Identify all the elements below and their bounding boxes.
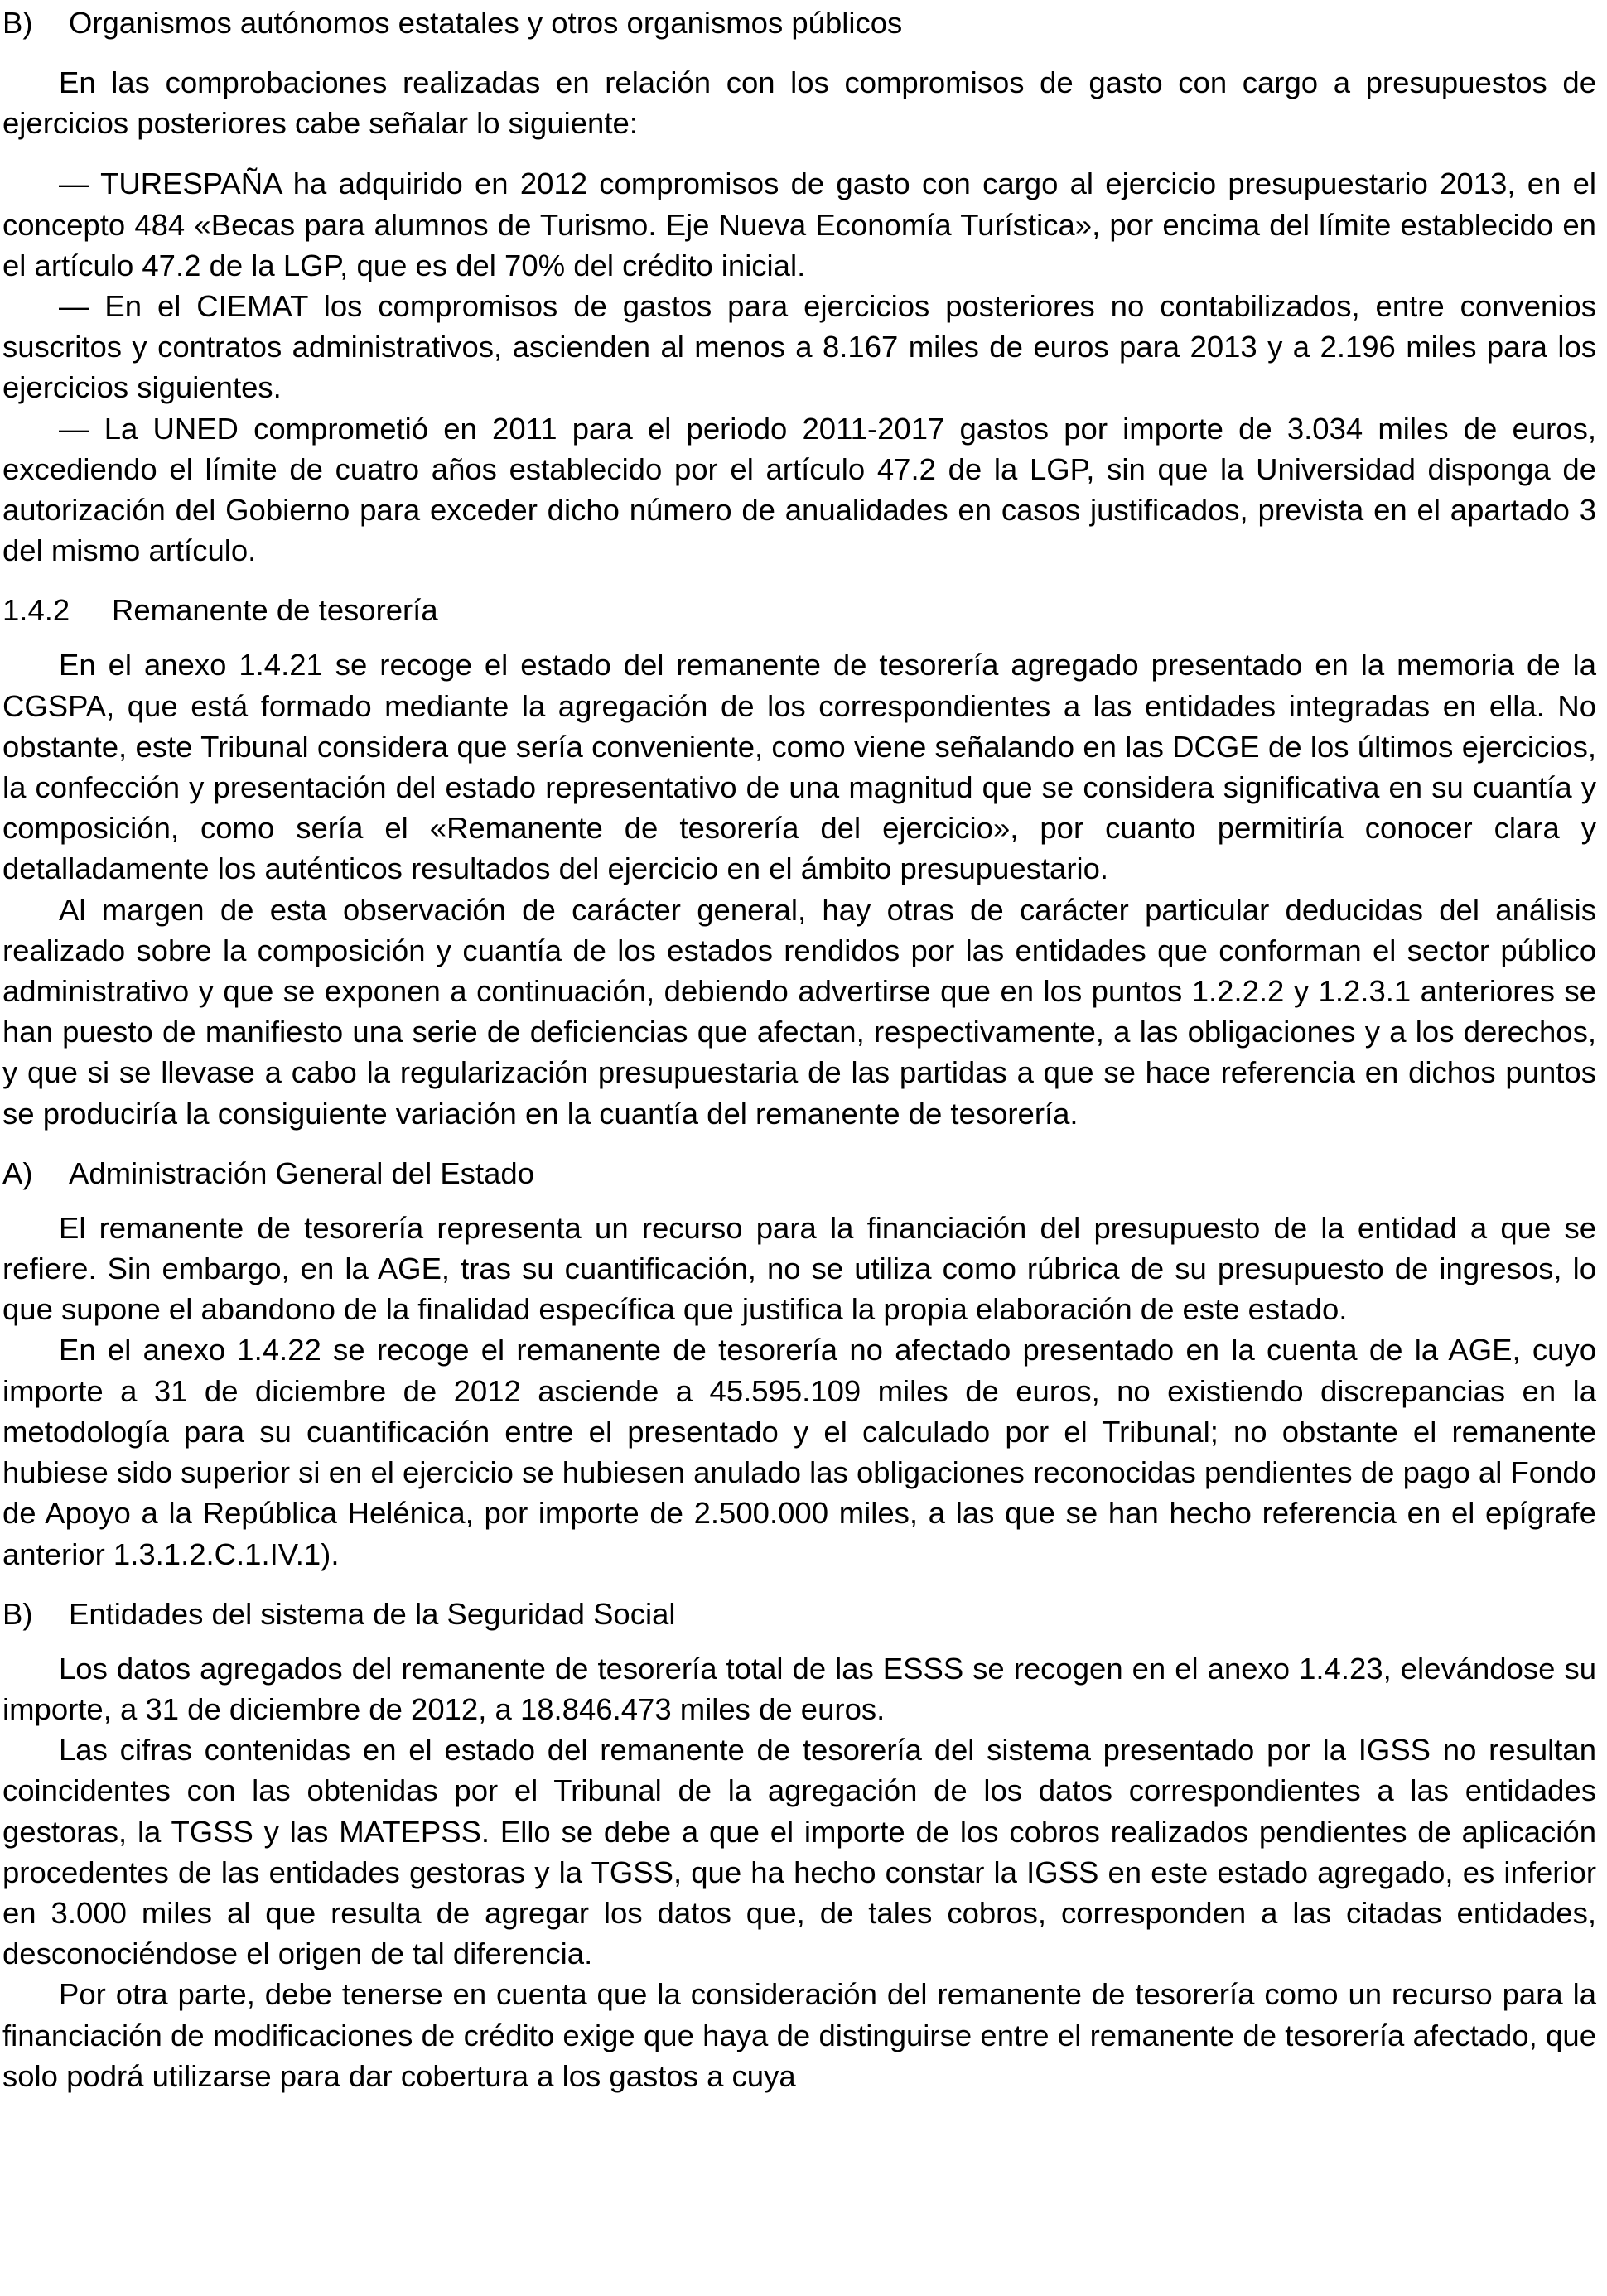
paragraph: El remanente de tesorería representa un recurso para la financiación del presupuesto de la entidad a que se refiere. Sin embargo, en la AGE, tras su cuantificación, no se utiliza como rúbrica de su presupuesto de ingresos, lo que supone el abandono de la finalidad específica que justifica la propia elaboración de este estado. bbox=[2, 1210, 1596, 1327]
section-title: Remanente de tesorería bbox=[112, 593, 438, 628]
section-heading-seguridad-social bbox=[2, 1591, 1596, 1637]
section-number: B) bbox=[2, 1596, 33, 1631]
paragraph: En el anexo 1.4.21 se recoge el estado del remanente de tesorería agregado presentado en la memoria de la CGSPA, que está formado mediante la agregación de los correspondientes a las entidades integradas en ella. No obstante, este Tribunal considera que sería conveniente, como viene señalando en las DCGE de los últimos ejercicios, la confección y presentación del estado representativo de una magnitud que se considera significativa en su cuantía y composición, como sería el «Remanente de tesorería del ejercicio», por cuanto permitiría conocer clara y detalladamente los auténticos resultados del ejercicio en el ámbito presupuestario. bbox=[2, 648, 1596, 886]
dash-item-uned: — La UNED comprometió en 2011 para el periodo 2011-2017 gastos por importe de 3.034 miles de euros, excediendo el límite de cuatro años establecido por el artículo 47.2 de la LGP, sin que la Universidad disponga de autorización del Gobierno para exceder dicho número de anualidades en casos justificados, prevista en el apartado 3 del mismo artículo. bbox=[2, 411, 1596, 568]
paragraph: Por otra parte, debe tenerse en cuenta que la consideración del remanente de tesorería como un recurso para la financiación de modificaciones de crédito exige que haya de distinguirse entre el remanente de tesorería afectado, que solo podrá utilizarse para dar cobertura a los gastos a cuya bbox=[2, 1977, 1596, 2093]
section-title: Entidades del sistema de la Seguridad Social bbox=[69, 1596, 676, 1631]
paragraph: En el anexo 1.4.22 se recoge el remanente de tesorería no afectado presentado en la cuenta de la AGE, cuyo importe a 31 de diciembre de 2012 asciende a 45.595.109 miles de euros, no existiendo discrepancias en la metodología para su cuantificación entre el presentado y el calculado por el Tribunal; no obstante el remanente hubiese sido superior si en el ejercicio se hubiesen anulado las obligaciones reconocidas pendientes de pago al Fondo de Apoyo a la República Helénica, por importe de 2.500.000 miles, a las que se han hecho referencia en el epígrafe anterior 1.3.1.2.C.1.IV.1). bbox=[2, 1333, 1596, 1571]
section-title: Organismos autónomos estatales y otros organismos públicos bbox=[69, 6, 903, 40]
dash-item-ciemat: — En el CIEMAT los compromisos de gastos para ejercicios posteriores no contabilizados, entre convenios suscritos y contratos administrativos, ascienden al menos a 8.167 miles de euros para 2013 y a 2.196 miles para los ejercicios siguientes. bbox=[2, 289, 1596, 405]
section-number: A) bbox=[2, 1155, 33, 1190]
paragraph: Los datos agregados del remanente de tesorería total de las ESSS se recogen en el anexo 1.4.23, elevándose su importe, a 31 de diciembre de 2012, a 18.846.473 miles de euros. bbox=[2, 1651, 1596, 1726]
section-heading-age bbox=[2, 1150, 1596, 1196]
section-number: B) bbox=[2, 6, 33, 40]
section-title: Administración General del Estado bbox=[69, 1155, 534, 1190]
section-heading-remanente bbox=[2, 587, 1596, 633]
document-page bbox=[2, 0, 1596, 2096]
dash-item-turespana: — TURESPAÑA ha adquirido en 2012 compromisos de gasto con cargo al ejercicio presupuestario 2013, en el concepto 484 «Becas para alumnos de Turismo. Eje Nueva Economía Turística», por encima del límite establecido en el artículo 47.2 de la LGP, que es del 70% del crédito inicial. bbox=[2, 166, 1596, 282]
paragraph: Las cifras contenidas en el estado del remanente de tesorería del sistema presentado por la IGSS no resultan coincidentes con las obtenidas por el Tribunal de la agregación de los datos correspondientes a las entidades gestoras, la TGSS y las MATEPSS. Ello se debe a que el importe de los cobros realizados pendientes de aplicación procedentes de las entidades gestoras y la TGSS, que ha hecho constar la IGSS en este estado agregado, es inferior en 3.000 miles al que resulta de agregar los datos que, de tales cobros, corresponden a las citadas entidades, desconociéndose el origen de tal diferencia. bbox=[2, 1733, 1596, 1971]
paragraph: Al margen de esta observación de carácter general, hay otras de carácter particular deducidas del análisis realizado sobre la composición y cuantía de los estados rendidos por las entidades que conforman el sector público administrativo y que se exponen a continuación, debiendo advertirse que en los puntos 1.2.2.2 y 1.2.3.1 anteriores se han puesto de manifiesto una serie de deficiencias que afectan, respectivamente, a las obligaciones y a los derechos, y que si se llevase a cabo la regularización presupuestaria de las partidas a que se hace referencia en dichos puntos se produciría la consiguiente variación en la cuantía del remanente de tesorería. bbox=[2, 892, 1596, 1131]
section-number: 1.4.2 bbox=[2, 593, 70, 628]
section-heading-organismos bbox=[2, 0, 1596, 46]
paragraph: En las comprobaciones realizadas en relación con los compromisos de gasto con cargo a presupuestos de ejercicios posteriores cabe señalar lo siguiente: bbox=[2, 65, 1596, 141]
